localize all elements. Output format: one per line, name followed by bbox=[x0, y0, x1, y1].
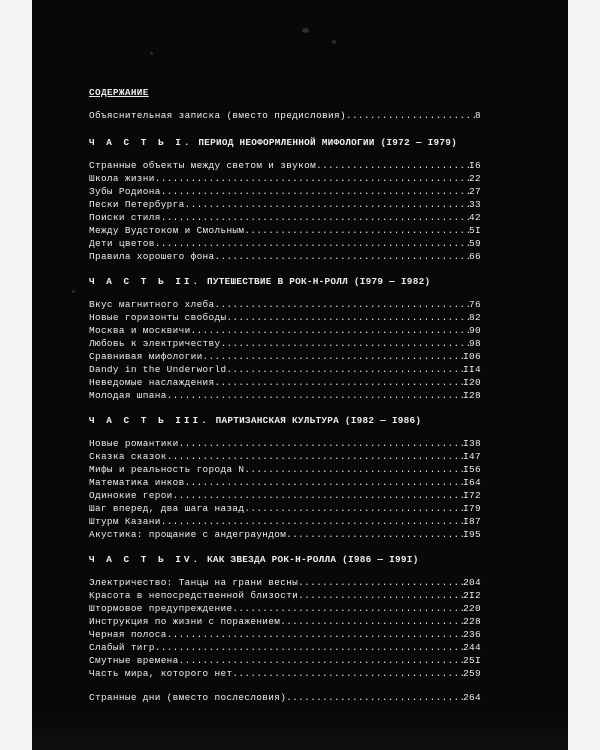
entry-page: I47 bbox=[463, 451, 481, 462]
toc-entry bbox=[89, 590, 481, 602]
entry-page: 5I bbox=[469, 225, 481, 236]
part-title: ПЕРИОД НЕОФОРМЛЕННОЙ МИФОЛОГИИ (I972 — I979) bbox=[198, 137, 457, 148]
entry-title: Dandy in the Underworld bbox=[89, 364, 227, 375]
entry-title: Неведомые наслаждения bbox=[89, 377, 215, 388]
leader-dots bbox=[179, 438, 463, 449]
toc-entry bbox=[89, 173, 481, 185]
entry-page: 59 bbox=[469, 238, 481, 249]
entry-title: Любовь к электричеству bbox=[89, 338, 221, 349]
leader-dots bbox=[346, 110, 475, 121]
entry-title: Акустика: прощание с андеграундом bbox=[89, 529, 287, 540]
entry-page: 264 bbox=[463, 692, 481, 703]
toc-entry bbox=[89, 212, 481, 224]
entry-title: Красота в непосредственной близости bbox=[89, 590, 299, 601]
entry-page: 66 bbox=[469, 251, 481, 262]
part-heading bbox=[89, 137, 457, 149]
entry-title: Зубы Родиона bbox=[89, 186, 161, 197]
leader-dots bbox=[226, 312, 469, 323]
toc-entry bbox=[89, 490, 481, 502]
leader-dots bbox=[155, 173, 469, 184]
toc-entry bbox=[89, 312, 481, 324]
entry-title: Электричество: Танцы на грани весны bbox=[89, 577, 299, 588]
leader-dots bbox=[179, 655, 463, 666]
part-title: КАК ЗВЕЗДА РОК-Н-РОЛЛА (I986 — I99I) bbox=[207, 554, 419, 565]
entry-title: Смутные времена bbox=[89, 655, 179, 666]
part-label: Ч А С Т Ь I. bbox=[89, 137, 193, 148]
leader-dots bbox=[215, 377, 464, 388]
entry-page: 82 bbox=[469, 312, 481, 323]
entry-title: Черная полоса bbox=[89, 629, 167, 640]
entry-page: 236 bbox=[463, 629, 481, 640]
scan-speck bbox=[332, 40, 336, 44]
toc-entry bbox=[89, 477, 481, 489]
part-title: ПАРТИЗАНСКАЯ КУЛЬТУРА (I982 — I986) bbox=[215, 415, 422, 426]
entry-page: I6 bbox=[469, 160, 481, 171]
entry-title: Шаг вперед, два шага назад bbox=[89, 503, 245, 514]
toc-entry bbox=[89, 351, 481, 363]
entry-title: Слабый тигр bbox=[89, 642, 155, 653]
entry-page: 259 bbox=[463, 668, 481, 679]
toc-entry bbox=[89, 186, 481, 198]
entry-title: Дети цветов bbox=[89, 238, 155, 249]
entry-page: I28 bbox=[463, 390, 481, 401]
entry-title: Новые горизонты свободы bbox=[89, 312, 227, 323]
toc-entry bbox=[89, 377, 481, 389]
entry-page: 33 bbox=[469, 199, 481, 210]
entry-title: Объяснительная записка (вместо предисловия) bbox=[89, 110, 346, 121]
toc-entry bbox=[89, 225, 481, 237]
toc-entry bbox=[89, 199, 481, 211]
entry-page: I20 bbox=[463, 377, 481, 388]
toc-entry bbox=[89, 464, 481, 476]
scan-speck bbox=[150, 52, 153, 55]
part-heading bbox=[89, 554, 419, 566]
entry-page: 244 bbox=[463, 642, 481, 653]
toc-entry bbox=[89, 642, 481, 654]
entry-page: I06 bbox=[463, 351, 481, 362]
leader-dots bbox=[244, 225, 469, 236]
entry-page: II4 bbox=[463, 364, 481, 375]
toc-entry bbox=[89, 529, 481, 541]
page-bottom-edge bbox=[32, 710, 568, 750]
toc-entry bbox=[89, 325, 481, 337]
leader-dots bbox=[280, 616, 463, 627]
leader-dots bbox=[161, 186, 469, 197]
leader-dots bbox=[191, 325, 469, 336]
part-label: Ч А С Т Ь IV. bbox=[89, 554, 202, 565]
leader-dots bbox=[185, 477, 463, 488]
entry-title: Странные дни (вместо послесловия) bbox=[89, 692, 287, 703]
toc-entry bbox=[89, 516, 481, 528]
leader-dots bbox=[226, 364, 463, 375]
entry-title: Математика инков bbox=[89, 477, 185, 488]
entry-title: Между Вудстоком и Смольным bbox=[89, 225, 245, 236]
leader-dots bbox=[244, 464, 463, 475]
toc-entry bbox=[89, 577, 481, 589]
entry-title: Молодая шпана bbox=[89, 390, 167, 401]
leader-dots bbox=[232, 668, 463, 679]
entry-title: Новые романтики bbox=[89, 438, 179, 449]
leader-dots bbox=[232, 603, 463, 614]
leader-dots bbox=[286, 529, 463, 540]
toc-entry bbox=[89, 655, 481, 667]
entry-title: Сказка сказок bbox=[89, 451, 167, 462]
leader-dots bbox=[167, 629, 463, 640]
document-page bbox=[32, 0, 568, 750]
entry-page: 25I bbox=[463, 655, 481, 666]
entry-page: I72 bbox=[463, 490, 481, 501]
leader-dots bbox=[167, 451, 463, 462]
toc-heading: СОДЕРЖАНИЕ bbox=[89, 87, 149, 98]
entry-title: Пески Петербурга bbox=[89, 199, 185, 210]
leader-dots bbox=[173, 490, 463, 501]
entry-page: 220 bbox=[463, 603, 481, 614]
toc-entry bbox=[89, 160, 481, 172]
toc-entry bbox=[89, 438, 481, 450]
part-heading bbox=[89, 415, 421, 427]
toc-entry bbox=[89, 616, 481, 628]
toc-entry bbox=[89, 338, 481, 350]
toc-entry-outro bbox=[89, 692, 481, 704]
entry-page: 27 bbox=[469, 186, 481, 197]
entry-title: Инструкция по жизни с поражением bbox=[89, 616, 281, 627]
leader-dots bbox=[215, 299, 470, 310]
entry-page: 98 bbox=[469, 338, 481, 349]
leader-dots bbox=[203, 351, 464, 362]
toc-entry bbox=[89, 251, 481, 263]
leader-dots bbox=[161, 516, 463, 527]
entry-page: 8 bbox=[475, 110, 481, 121]
leader-dots bbox=[185, 199, 469, 210]
entry-page: I87 bbox=[463, 516, 481, 527]
entry-page: 42 bbox=[469, 212, 481, 223]
entry-title: Поиски стиля bbox=[89, 212, 161, 223]
leader-dots bbox=[220, 338, 469, 349]
toc-entry bbox=[89, 364, 481, 376]
leader-dots bbox=[298, 577, 463, 588]
scan-speck bbox=[302, 28, 309, 33]
entry-title: Сравнивая мифологии bbox=[89, 351, 203, 362]
entry-page: 90 bbox=[469, 325, 481, 336]
toc-entry bbox=[89, 238, 481, 250]
part-label: Ч А С Т Ь II. bbox=[89, 276, 202, 287]
entry-title: Мифы и реальность города N bbox=[89, 464, 245, 475]
part-heading bbox=[89, 276, 430, 288]
leader-dots bbox=[215, 251, 470, 262]
entry-page: I64 bbox=[463, 477, 481, 488]
toc-entry bbox=[89, 603, 481, 615]
entry-page: 2I2 bbox=[463, 590, 481, 601]
entry-title: Странные объекты между светом и звуком bbox=[89, 160, 317, 171]
toc-entry-intro bbox=[89, 110, 481, 122]
entry-page: I56 bbox=[463, 464, 481, 475]
entry-page: 228 bbox=[463, 616, 481, 627]
toc-entry bbox=[89, 451, 481, 463]
part-title: ПУТЕШЕСТВИЕ В РОК-Н-РОЛЛ (I979 — I982) bbox=[207, 276, 431, 287]
entry-title: Штурм Казани bbox=[89, 516, 161, 527]
entry-title: Одинокие герои bbox=[89, 490, 173, 501]
leader-dots bbox=[155, 642, 463, 653]
entry-title: Москва и москвичи bbox=[89, 325, 191, 336]
entry-page: 76 bbox=[469, 299, 481, 310]
leader-dots bbox=[167, 390, 463, 401]
entry-page: I95 bbox=[463, 529, 481, 540]
leader-dots bbox=[161, 212, 469, 223]
entry-page: I79 bbox=[463, 503, 481, 514]
entry-page: I38 bbox=[463, 438, 481, 449]
entry-title: Правила хорошего фона bbox=[89, 251, 215, 262]
toc-entry bbox=[89, 629, 481, 641]
toc-entry bbox=[89, 299, 481, 311]
leader-dots bbox=[286, 692, 463, 703]
entry-title: Штормовое предупреждение bbox=[89, 603, 233, 614]
leader-dots bbox=[155, 238, 469, 249]
part-label: Ч А С Т Ь III. bbox=[89, 415, 210, 426]
leader-dots bbox=[298, 590, 463, 601]
scan-speck bbox=[72, 290, 75, 293]
entry-page: 22 bbox=[469, 173, 481, 184]
entry-title: Школа жизни bbox=[89, 173, 155, 184]
entry-title: Часть мира, которого нет bbox=[89, 668, 233, 679]
leader-dots bbox=[316, 160, 469, 171]
leader-dots bbox=[244, 503, 463, 514]
toc-entry bbox=[89, 503, 481, 515]
toc-entry bbox=[89, 668, 481, 680]
toc-entry bbox=[89, 390, 481, 402]
entry-page: 204 bbox=[463, 577, 481, 588]
entry-title: Вкус магнитного хлеба bbox=[89, 299, 215, 310]
